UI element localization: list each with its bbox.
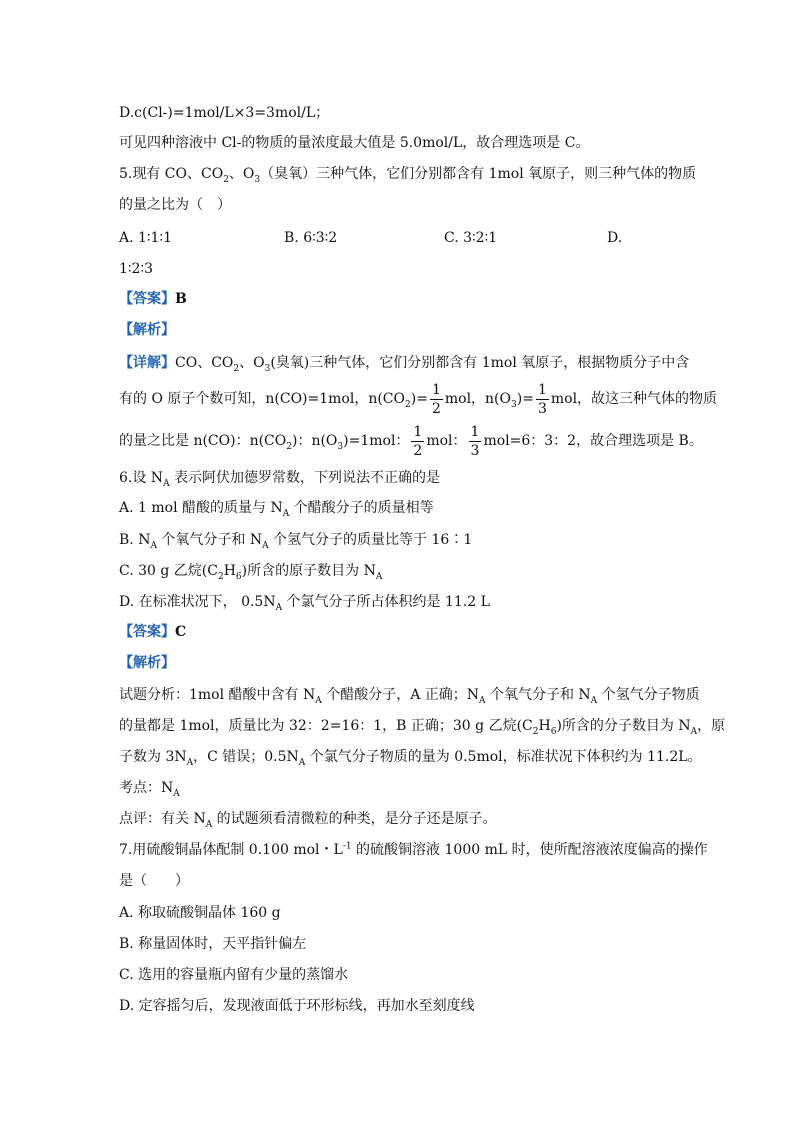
q5-stem: 5.现有 CO、$CO_2$、$O_3$（臭氧）三种气体，它们分别都含有 1mol 氧原子，则三种气体的物质 xyxy=(119,166,697,185)
fraction-one-third: $\frac{1}{3}$ xyxy=(537,381,547,417)
q6-explanation-3: 子数为 $3N_A$，C 错误；$0.5N_A$ 个氯气分子物质的量为 0.5mol，标准状况下体积约为 11.2L。 xyxy=(119,749,702,768)
top-line-2: 可见四种溶液中 Cl-的物质的量浓度最大值是 5.0mol/L，故合理选项是 C。 xyxy=(119,135,590,151)
q6-option-c: C. 30 g 乙烷$(C_2H_6)$所含的原子数目为 $N_A$ xyxy=(119,563,383,582)
q6-kaodian: 考点：$N_A$ xyxy=(119,780,180,799)
q6-option-b: B. $N_A$ 个氧气分子和 $N_A$ 个氢气分子的质量比等于 16∶1 xyxy=(119,532,473,551)
q5-stem-2: 的量之比为（ ） xyxy=(119,197,231,213)
q5-option-c: C. 3∶2∶1 xyxy=(444,230,498,246)
q7-stem-2: 是（ ） xyxy=(119,873,189,889)
top-line-1: D.c(Cl-)=1mol/L×3=3mol/L； xyxy=(119,105,330,121)
q5-detail-2: 有的 O 原子个数可知，n(CO)=1mol，$n(CO_2)=$ $\frac{1}{2}$ mol，$n(O_3)=$ $\frac{1}{3}$ mol，故这三种气体的物质 xyxy=(119,381,718,417)
fraction-one-half: $\frac{1}{2}$ xyxy=(431,381,441,417)
q6-explanation-1: 试题分析：1mol 醋酸中含有 $N_A$ 个醋酸分子，A 正确；$N_A$ 个氧气分子和 $N_A$ 个氢气分子物质 xyxy=(119,687,700,706)
q6-option-d: D. 在标准状况下， $0.5N_A$ 个氯气分子所占体积约是 11.2 L xyxy=(119,594,490,613)
q5-option-a: A. 1∶1∶1 xyxy=(119,230,173,246)
q7-option-b: B. 称量固体时，天平指针偏左 xyxy=(119,936,307,952)
q6-stem: 6.设 $N_A$ 表示阿伏加德罗常数，下列说法不正确的是 xyxy=(119,470,441,489)
q7-option-d: D. 定容摇匀后，发现液面低于环形标线，再加水至刻度线 xyxy=(119,998,475,1014)
q7-option-a: A. 称取硫酸铜晶体 160 g xyxy=(119,905,281,921)
q5-analysis-tag: 【解析】 xyxy=(119,322,175,338)
fraction-one-half: $\frac{1}{2}$ xyxy=(413,423,423,459)
fraction-one-third: $\frac{1}{3}$ xyxy=(470,423,480,459)
q7-option-c: C. 选用的容量瓶内留有少量的蒸馏水 xyxy=(119,967,349,983)
q6-dianping: 点评：有关 $N_A$ 的试题须看清微粒的种类，是分子还是原子。 xyxy=(119,811,497,830)
q5-detail-3: 的量之比是 n(CO)：$n(CO_2)$：$n(O_3)=1mol$： $\frac{1}{2}$ mol： $\frac{1}{3}$ mol=6：3：2，故合理选项是 B。 xyxy=(119,423,703,459)
q5-answer: 【答案】B xyxy=(119,291,187,307)
q7-stem: 7.用硫酸铜晶体配制 0.100 mol・$L^{-1}$ 的硫酸铜溶液 1000 mL 时，使所配溶液浓度偏高的操作 xyxy=(119,841,708,858)
q5-option-d-cont: 1∶2∶3 xyxy=(119,261,154,277)
q6-analysis-tag: 【解析】 xyxy=(119,655,175,671)
q6-answer: 【答案】C xyxy=(119,624,187,640)
q5-detail-1: 【详解】CO、$CO_2$、$O_3$(臭氧)三种气体，它们分别都含有 1mol 氧原子，根据物质分子中含 xyxy=(119,355,690,374)
q5-option-d: D. xyxy=(607,230,623,246)
q6-option-a: A. 1 mol 醋酸的质量与 $N_A$ 个醋酸分子的质量相等 xyxy=(119,500,434,519)
q6-explanation-2: 的量都是 1mol，质量比为 32：2=16：1，B 正确；30 g 乙烷$(C_2H_6)$所含的分子数目为 $N_A$，原 xyxy=(119,718,726,737)
q5-option-b: B. 6∶3∶2 xyxy=(284,230,338,246)
